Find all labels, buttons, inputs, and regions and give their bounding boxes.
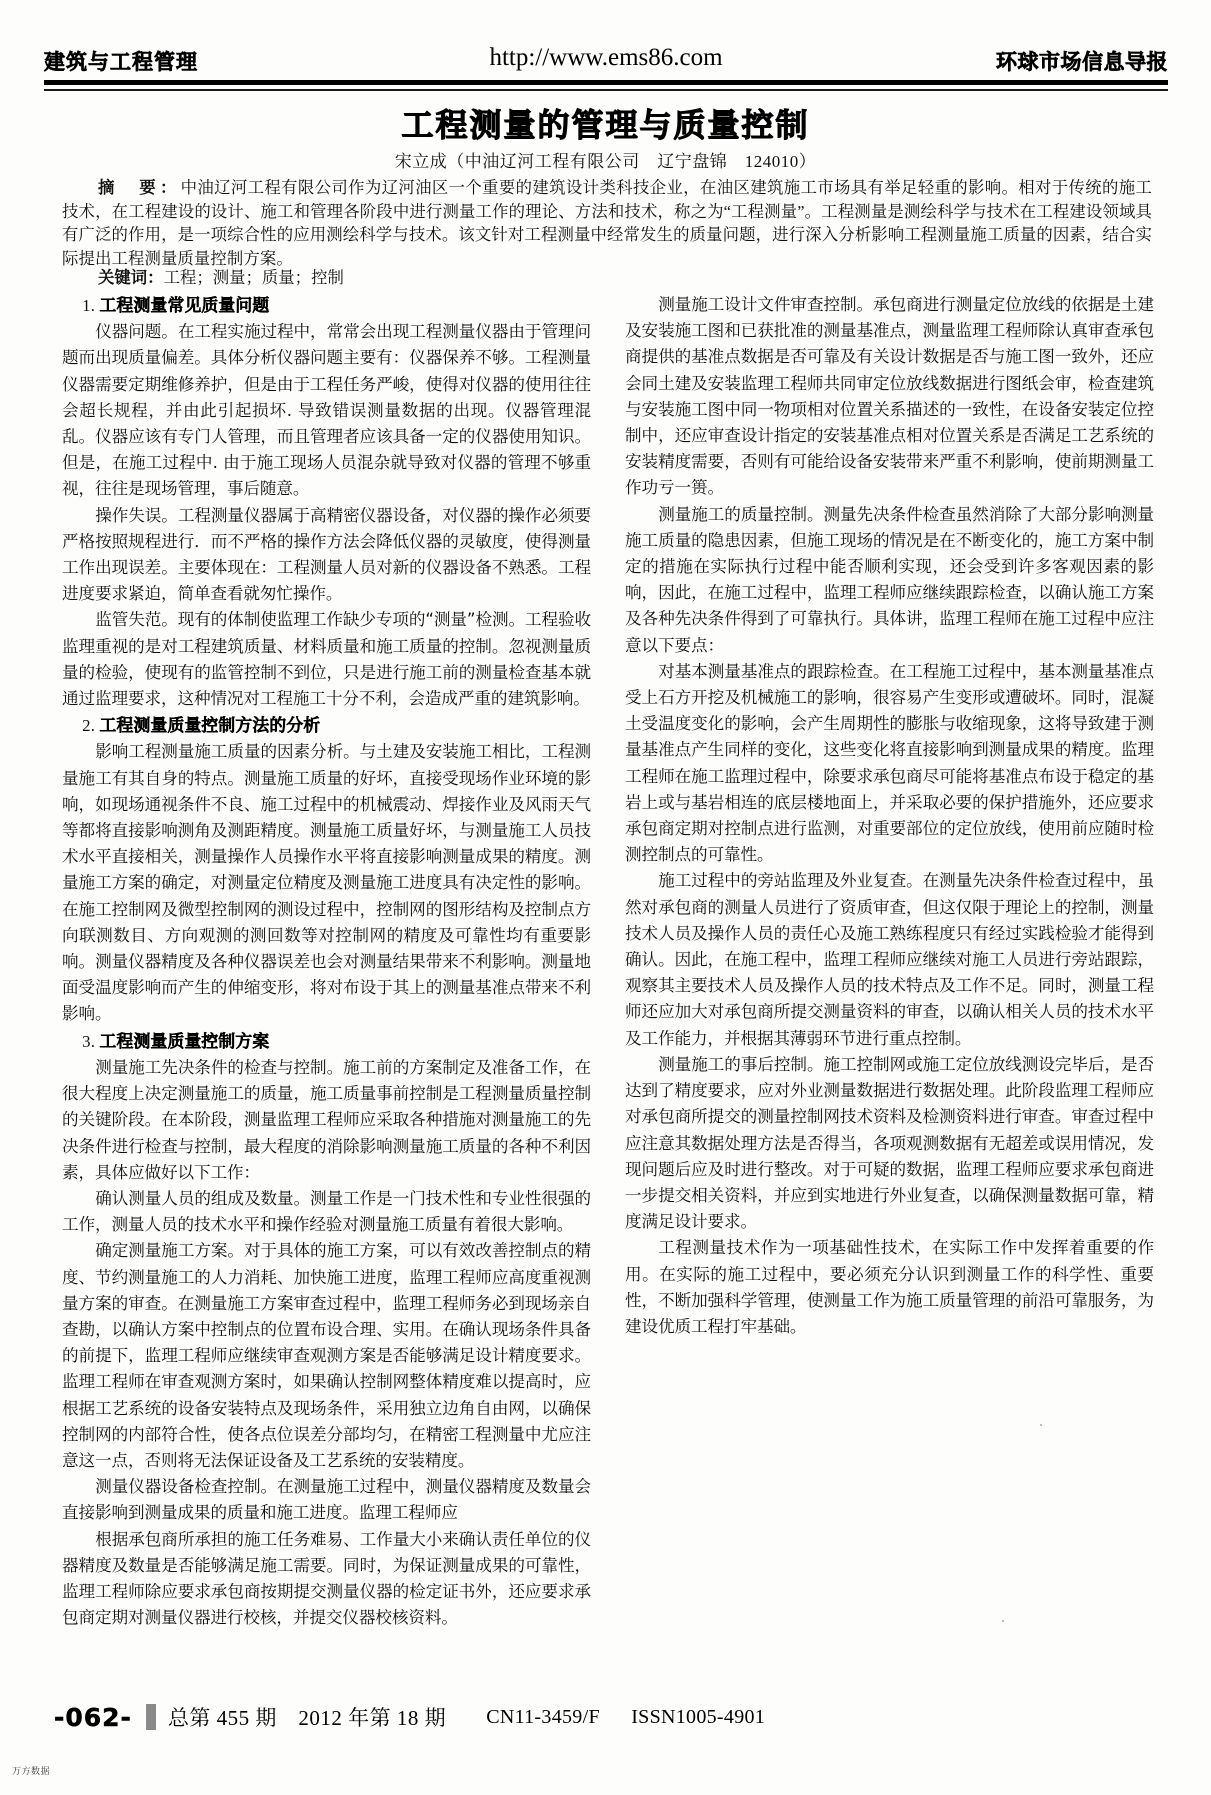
paragraph: 监管失范。现有的体制使监理工作缺少专项的“测量”检测。工程验收监理重视的是对工程建筑质量、材料质量和施工质量的控制。忽视测量质量的检验，使现有的监管控制不到位，只是进行施工前的测量检查基本就通过监理要求，这种情况对工程施工十分不利，会造成严重的建筑影响。 [62, 610, 591, 709]
section-number: 3. [82, 1031, 100, 1051]
paragraph: 仪器问题。在工程实施过程中，常常会出现工程测量仪器由于管理问题而出现质量偏差。具体分析仪器问题主要有：仪器保养不够。工程测量仪器需要定期维修养护，但是由于工程任务严峻，使得对仪器的使用往往会超长规程，并由此引起损坏. 导致错误测量数据的出现。仪器管理混乱。仪器应该有专门人管理，而且管理者应该具备一定的仪器使用知识。但是，在施工过程中. 由于施工现场人员混杂就导致对仪器的管理不够重视，往往是现场管理，事后随意。 [62, 322, 591, 499]
keywords-block [62, 266, 1188, 290]
paragraph: 施工过程中的旁站监理及外业复查。在测量先决条件检查过程中，虽然对承包商的测量人员进行了资质审查，但这仅限于理论上的控制，测量技术人员及操作人员的责任心及施工熟练程度只有经过实践检验才能得到确认。因此，在施工程中，监理工程师应继续对施工人员进行旁站跟踪，观察其主要技术人员及操作人员的技术特点及工作不足。同时，测量工程师还应加大对承包商所提交测量资料的审查，以确认相关人员的技术水平及工作能力，并根据其薄弱环节进行重点控制。 [625, 871, 1154, 1048]
abstract-label: 摘 要： [98, 178, 181, 197]
paragraph: 工程测量技术作为一项基础性技术，在实际工作中发挥着重要的作用。在实际的施工过程中，要必须充分认识到测量工作的科学性、重要性，不断加强科学管理，使测量工作为施工质量管理的前沿可靠服务，为建设优质工程打牢基础。 [625, 1238, 1154, 1336]
page-number: -062- [54, 1702, 132, 1732]
section-title: 工程测量常见质量问题 [99, 295, 270, 315]
issn-code: ISSN1005-4901 [631, 1705, 766, 1728]
issue-info: 总第 455 期 2012 年第 18 期 [167, 1706, 447, 1730]
scan-speck [1002, 1620, 1004, 1622]
article-byline: 宋立成（中油辽河工程有限公司 辽宁盘锦 124010） [394, 152, 817, 171]
header-journal-banner: 环球市场信息导报 [996, 50, 1168, 74]
header-rule-thin [44, 89, 1168, 91]
publication-codes [486, 1706, 765, 1729]
cn-code: CN11-3459/F [486, 1705, 600, 1728]
keywords-label: 关键词： [98, 268, 164, 287]
section-heading-1 [62, 292, 591, 319]
header-website-url: http://www.ems86.com [489, 44, 723, 71]
abstract-text: 中油辽河工程有限公司作为辽河油区一个重要的建筑设计类科技企业，在油区建筑施工市场具有举足轻重的影响。相对于传统的施工技术，在工程建设的设计、施工和管理各阶段中进行测量工作的理论、方法和技术，称之为“工程测量”。工程测量是测绘科学与技术在工程建设领域具有广泛的作用，是一项综合性的应用测绘科学与技术。该文针对工程测量中经常发生的质量问题，进行深入分析影响工程测量施工质量的因素，结合实际提出工程测量质量控制方案。 [62, 178, 1153, 268]
paragraph: 测量仪器设备检查控制。在测量施工过程中，测量仪器精度及数量会直接影响到测量成果的质量和施工进度。监理工程师应 [62, 1477, 591, 1523]
paragraph: 对基本测量基准点的跟踪检查。在工程施工过程中，基本测量基准点受上石方开挖及机械施工的影响，很容易产生变形或遭破坏。同时，混凝土受温度变化的影响，会产生周期性的膨胀与收缩现象，这将导致建于测量基准点产生同样的变化，这些变化将直接影响到测量成果的精度。监理工程师在施工监理过程中，除要求承包商尽可能将基准点布设于稳定的基岩上或与基岩相连的底层楼地面上，并采取必要的保护措施外，还应要求承包商定期对控制点进行监测，对重要部位的定位放线，使用前应随时检测控制点的可靠性。 [625, 661, 1154, 865]
abstract-block [62, 176, 1152, 270]
section-title: 工程测量质量控制方法的分析 [99, 715, 321, 736]
header-section-banner: 建筑与工程管理 [44, 50, 198, 74]
header-rule-thick [44, 80, 1168, 85]
paragraph: 测量施工的事后控制。施工控制网或施工定位放线测设完毕后，是否达到了精度要求，应对外业测量数据进行数据处理。此阶段监理工程师应对承包商所提交的测量控制网技术资料及检测资料进行审查。审查过程中应注意其数据处理方法是否得当，各项观测数据有无超差或误用情况，发现问题后应及时进行整改。对于可疑的数据，监理工程师应要求承包商进一步提交相关资料，并应到实地进行外业复查，以确保测量数据可靠，精度满足设计要求。 [625, 1054, 1154, 1232]
paragraph: 确定测量施工方案。对于具体的施工方案，可以有效改善控制点的精度、节约测量施工的人力消耗、加快施工进度，监理工程师应高度重视测量方案的审查。在测量施工方案审查过程中，监理工程师务必到现场亲自查勘，以确认方案中控制点的位置布设合理、实用。在确认现场条件具备的前提下，监理工程师应继续审查观测方案是否能够满足设计精度要求。监理工程师在审查观测方案时，如果确认控制网整体精度难以提高时，应根据工艺系统的设备安装特点及现场条件，采用独立边角自由网，以确保控制网的内部符合性，使各点位误差分部均匀，在精密工程测量中尤应注意这一点，否则将无法保证设备及工艺系统的安装精度。 [62, 1241, 591, 1470]
section-title: 工程测量质量控制方案 [99, 1030, 270, 1051]
paragraph: 测量施工先决条件的检查与控制。施工前的方案制定及准备工作，在很大程度上决定测量施工的质量，施工质量事前控制是工程测量质量控制的关键阶段。在本阶段，测量监理工程师应采取各种措施对测量施工的先决条件进行检查与控制，最大程度的消除影响测量施工质量的各种不利因素，具体应做好以下工作： [62, 1057, 591, 1182]
section-number: 2. [82, 716, 100, 736]
section-heading-2 [62, 712, 591, 739]
scan-speck [470, 948, 472, 950]
paragraph: 测量施工的质量控制。测量先决条件检查虽然消除了大部分影响测量施工质量的隐患因素，但施工现场的情况是在不断变化的，施工方案中制定的措施在实际执行过程中能否顺利实现，还会受到许多客观因素的影响，因此，在施工过程中，监理工程师应继续跟踪检查，以确认施工方案及各种先决条件得到了可靠执行。具体讲，监理工程师在施工过程中应注意以下要点： [625, 504, 1154, 655]
keywords-text: 工程；测量；质量；控制 [163, 268, 344, 287]
paragraph: 测量施工设计文件审查控制。承包商进行测量定位放线的依据是土建及安装施工图和已获批准的测量基准点，测量监理工程师除认真审查承包商提供的基准点数据是否可靠及有关设计数据是否与施工图一致外，还应会同土建及安装监理工程师共同审定位放线数据进行图纸会审，检查建筑与安装施工图中同一物项相对位置关系描述的一致性，在设备安装定位控制中，还应审查设计指定的安装基准点相对位置关系是否满足工艺系统的安装精度需要，否则有可能给设备安装带来严重不利影响，使前期测量工作功亏一篑。 [625, 295, 1154, 498]
article-title: 工程测量的管理与质量控制 [401, 106, 810, 144]
column-left [62, 292, 591, 1682]
database-watermark: 万方数据 [12, 1767, 51, 1777]
section-heading-3 [62, 1028, 591, 1055]
paragraph: 根据承包商所承担的施工任务难易、工作量大小来确认责任单位的仪器精度及数量是否能够满足施工需要。同时，为保证测量成果的可靠性，监理工程师除应要求承包商按期提交测量仪器的检定证书外，还应要求承包商定期对测量仪器进行校核，并提交仪器校核资料。 [62, 1529, 591, 1628]
column-right [625, 292, 1154, 1682]
section-number: 1. [82, 296, 100, 315]
paragraph: 操作失误。工程测量仪器属于高精密仪器设备，对仪器的操作必须要严格按照规程进行．而不严格的操作方法会降低仪器的灵敏度，使得测量工作出现误差。主要体现在：工程测量人员对新的仪器设备不熟悉。工程进度要求紧迫，简单查看就匆忙操作。 [62, 505, 591, 604]
paragraph: 影响工程测量施工质量的因素分析。与土建及安装施工相比，工程测量施工有其自身的特点。测量施工质量的好坏，直接受现场作业环境的影响，如现场通视条件不良、施工过程中的机械震动、焊接作业及风雨天气等都将直接影响测角及测距精度。测量施工质量好坏，与测量施工人员技术水平直接相关，测量操作人员操作水平将直接影响测量成果的精度。测量施工方案的确定，对测量定位精度及测量施工进度具有决定性的影响。在施工控制网及微型控制网的测设过程中，控制网的图形结构及控制点方向联测数目、方向观测的测回数等对控制网的精度及可靠性均有重要影响。测量仪器精度及各种仪器误差也会对测量结果带来不利影响。测量地面受温度影响而产生的伸缩变形，将对布设于其上的测量基准点带来不利影响。 [62, 742, 591, 1024]
footer-divider-bar [146, 1704, 156, 1730]
page-footer [44, 1700, 1168, 1734]
body-columns [62, 292, 1154, 1682]
scan-speck [1040, 1424, 1042, 1426]
paragraph: 确认测量人员的组成及数量。测量工作是一门技术性和专业性很强的工作，测量人员的技术水平和操作经验对测量施工质量有着很大影响。 [62, 1188, 591, 1235]
